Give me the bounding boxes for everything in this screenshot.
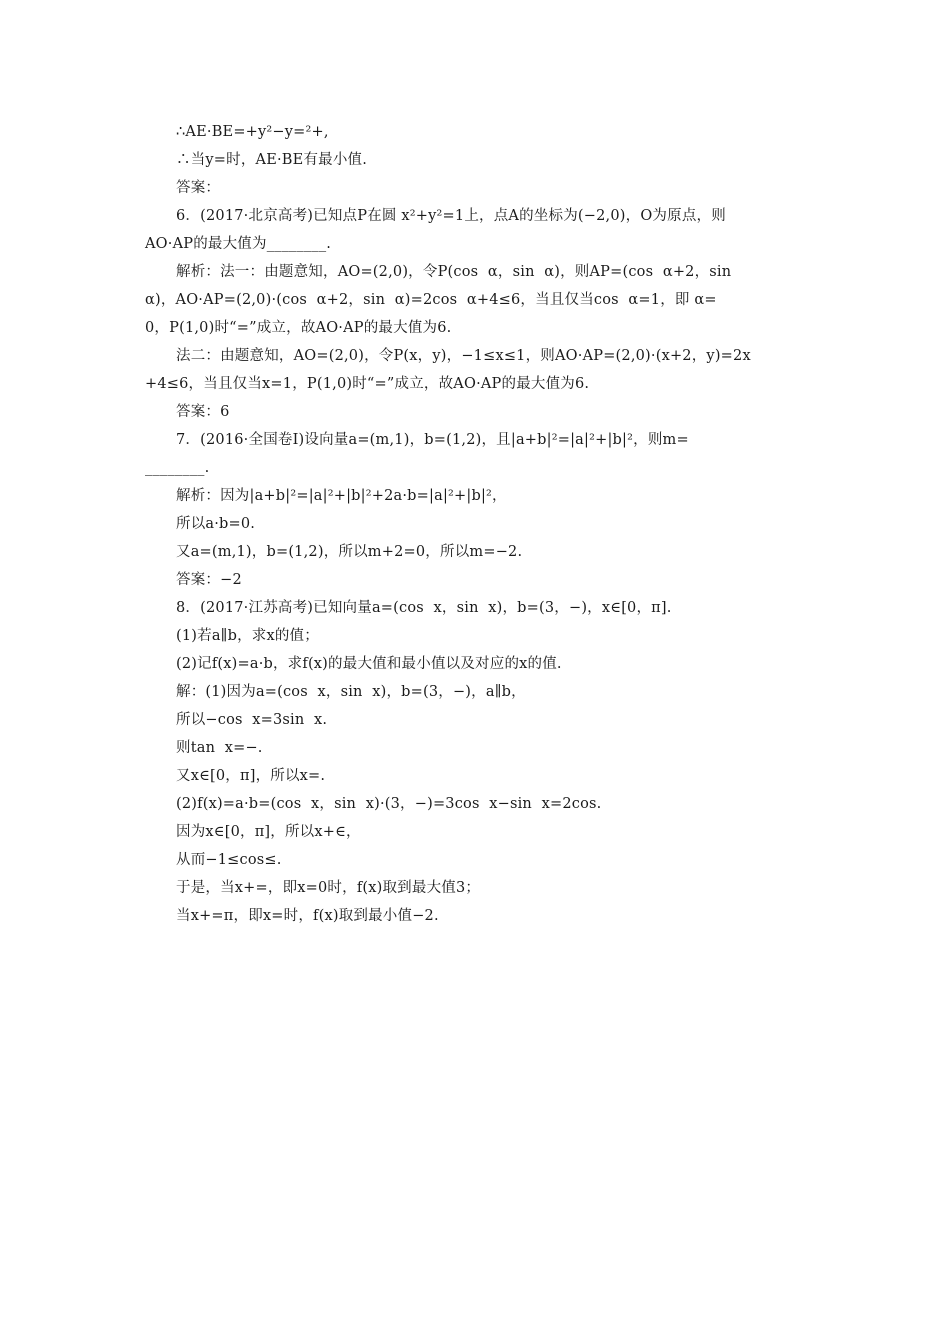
text-line: 又a=(m,1)，b=(1,2)，所以m+2=0，所以m=−2. <box>176 544 523 560</box>
text-line: (1)若a∥b，求x的值； <box>176 628 319 644</box>
text-line: 0，P(1,0)时“=”成立，故AO·AP的最大值为6. <box>145 320 452 336</box>
text-line: 解析：因为|a+b|²=|a|²+|b|²+2a·b=|a|²+|b|²， <box>176 488 507 504</box>
text-line: (2)f(x)=a·b=(cos x，sin x)·(3，−)=3cos x−sin x=2cos. <box>176 796 602 812</box>
text-line: 所以−cos x=3sin x. <box>176 712 328 728</box>
text-line: 所以a·b=0. <box>176 516 256 532</box>
text-line: α)，AO·AP=(2,0)·(cos α+2，sin α)=2cos α+4≤6，当且仅当cos α=1，即 α= <box>145 292 717 308</box>
text-line: 因为x∈[0，π]，所以x+∈， <box>176 824 361 840</box>
text-line: 答案：6 <box>176 404 230 420</box>
text-line: +4≤6，当且仅当x=1，P(1,0)时“=”成立，故AO·AP的最大值为6. <box>145 376 590 392</box>
text-line: 从而−1≤cos≤. <box>176 852 282 868</box>
text-line: 则tan x=−. <box>176 740 263 756</box>
text-line: ∴AE·BE=+y²−y=²+, <box>176 124 329 140</box>
text-line: 又x∈[0，π]，所以x=. <box>176 768 326 784</box>
text-line: 于是，当x+=，即x=0时，f(x)取到最大值3； <box>176 880 481 896</box>
question-8: 8．(2017·江苏高考)已知向量a=(cos x，sin x)，b=(3，−)，x∈[0，π]. <box>176 600 672 616</box>
question-6: 6．(2017·北京高考)已知点P在圆 x²+y²=1上，点A的坐标为(−2,0)，O为原点，则 <box>176 208 726 224</box>
text-line: 答案： <box>176 180 221 196</box>
text-line: 解析：法一：由题意知，AO=(2,0)，令P(cos α，sin α)，则AP=(cos α+2，sin <box>176 264 732 280</box>
text-line: 法二：由题意知，AO=(2,0)，令P(x，y)，−1≤x≤1，则AO·AP=(2,0)·(x+2，y)=2x <box>176 348 751 364</box>
text-line: AO·AP的最大值为________. <box>145 236 332 252</box>
text-line: ________. <box>145 460 210 476</box>
text-line: 解：(1)因为a=(cos x，sin x)，b=(3，−)，a∥b， <box>176 684 526 700</box>
text-line: ∴当y=时，AE·BE有最小值. <box>176 152 368 168</box>
text-line: 答案：−2 <box>176 572 242 588</box>
text-line: (2)记f(x)=a·b，求f(x)的最大值和最小值以及对应的x的值. <box>176 656 562 672</box>
text-line: 当x+=π，即x=时，f(x)取到最小值−2. <box>176 908 439 924</box>
question-7: 7．(2016·全国卷Ⅰ)设向量a=(m,1)，b=(1,2)，且|a+b|²=|a|²+|b|²，则m= <box>176 432 689 448</box>
